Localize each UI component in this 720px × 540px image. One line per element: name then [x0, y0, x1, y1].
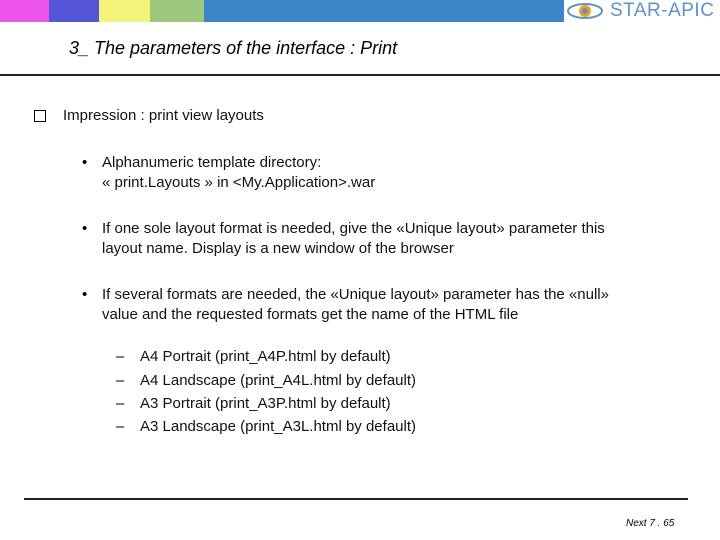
dash-bullet-icon: –: [116, 348, 125, 365]
list-item: [102, 153, 662, 193]
color-swatch-blue: [49, 0, 99, 22]
list-item-line: value and the requested formats get the name of the HTML file: [102, 306, 519, 323]
sub-list-item: A3 Portrait (print_A3P.html by default): [140, 395, 391, 412]
company-logo: [566, 0, 714, 22]
sub-list-item: A4 Landscape (print_A4L.html by default): [140, 372, 416, 389]
bullet-icon: •: [82, 154, 88, 171]
list-item-line: Alphanumeric template directory:: [102, 154, 322, 171]
list-item-line: « print.Layouts » in <My.Application>.war: [102, 174, 376, 191]
color-swatch-magenta: [0, 0, 49, 22]
color-swatch-yellow: [99, 0, 150, 22]
eye-logo-icon: [566, 1, 604, 21]
section-heading: Impression : print view layouts: [63, 107, 264, 124]
sub-list-item: A3 Landscape (print_A3L.html by default): [140, 418, 416, 435]
slide-title: 3_ The parameters of the interface : Print: [69, 38, 398, 58]
color-swatch-green: [150, 0, 204, 22]
dash-bullet-icon: –: [116, 418, 125, 435]
logo-text: STAR-APIC: [610, 0, 715, 21]
list-item: [102, 285, 662, 325]
page-number: Next 7 . 65: [626, 518, 675, 529]
checkbox-bullet-icon: [34, 110, 46, 122]
title-divider: [0, 74, 720, 76]
footer-divider: [24, 498, 688, 500]
dash-bullet-icon: –: [116, 372, 125, 389]
color-swatch-steel-blue: [204, 0, 564, 22]
list-item-line: If one sole layout format is needed, give the «Unique layout» parameter this: [102, 220, 605, 237]
list-item-line: If several formats are needed, the «Unique layout» parameter has the «null»: [102, 286, 609, 303]
list-item-line: layout name. Display is a new window of the browser: [102, 240, 454, 257]
bullet-icon: •: [82, 220, 88, 237]
list-item: [102, 219, 662, 259]
sub-list-item: A4 Portrait (print_A4P.html by default): [140, 348, 391, 365]
dash-bullet-icon: –: [116, 395, 125, 412]
bullet-icon: •: [82, 286, 88, 303]
